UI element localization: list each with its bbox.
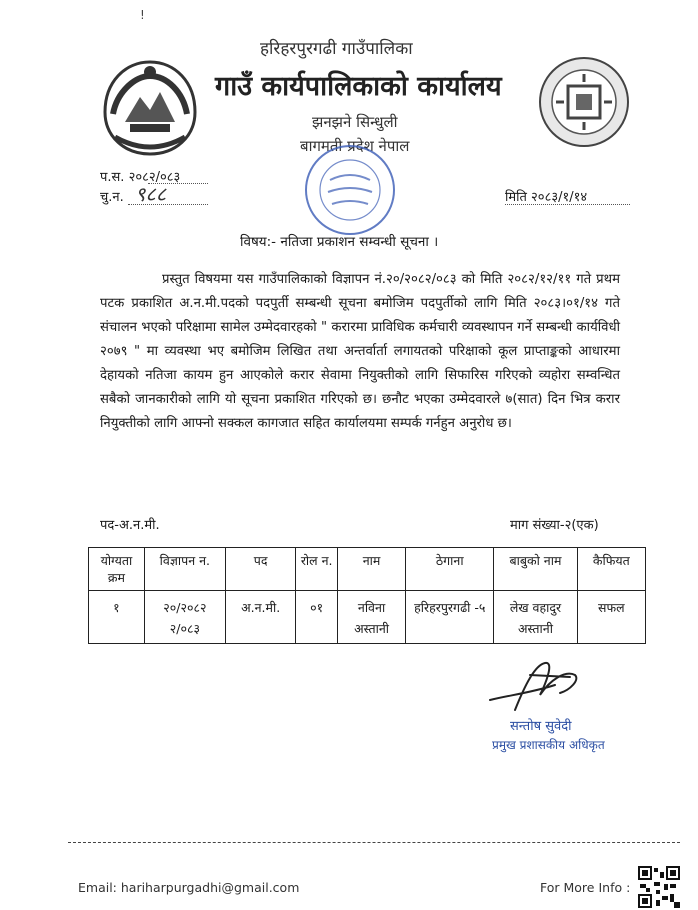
post-label: पद-अ.न.मी.: [100, 518, 160, 533]
demand-count: माग संख्या-२(एक): [510, 518, 599, 533]
office-place: झनझने सिन्धुली: [312, 113, 398, 131]
table-cell: अ.न.मी.: [225, 591, 295, 644]
col-header: पद: [225, 548, 295, 591]
document-date: मिति २०८३/१/१४: [505, 190, 588, 205]
round-office-stamp-icon: [300, 140, 400, 240]
fiscal-year: प.स. २०८२/०८३: [100, 170, 181, 185]
table-cell: सफल: [577, 591, 645, 644]
signer-name: सन्तोष सुवेदी: [510, 719, 572, 734]
office-name: हरिहरपुरगढी गाउँपालिका: [260, 39, 413, 59]
footer-email: Email: hariharpurgadhi@gmail.com: [78, 880, 300, 895]
table-cell: ०१: [296, 591, 338, 644]
footer-divider: [68, 842, 680, 843]
col-header: कैफियत: [577, 548, 645, 591]
municipality-seal-icon: [538, 56, 630, 148]
body-text: प्रस्तुत विषयमा यस गाउँपालिकाको विज्ञापन नं.२०/२०८२/०८३ को मिति २०८२/१२/११ गते प्रथम पटक प्रकाशित अ.न.मी.पदको पदपुर्ती सम्बन्धी सूचना बमोजिम पदपुर्तीको लागि मिति २०८३।०१/१४ गते संचालन भएको परिक्षामा सामेल उम्मेदवारहको " करारमा प्राविधिक कर्मचारी व्यवस्थापन गर्ने सम्बन्धी कार्यविधी २०७९ " मा व्यवस्था भए बमोजिम लिखित तथा अन्तर्वार्ता लगायतको परिक्षाको कूल प्राप्ताङ्कको आधारमा देहायको नतिजा कायम हुन आएकोले करार सेवामा नियुक्तीको लागि सिफारिस गरिएको व्यहोरा सम्वन्धित सबैको जानकारीको लागि यो सूचना प्रकाशित गरिएको छ। छनौट भएका उम्मेदवारले ७(सात) दिन भित्र करार नियुक्तीको लागि आफ्नो सक्कल कागजात सहित कार्यालयमा सम्पर्क गर्नहुन अनुरोध छ।: [100, 272, 620, 431]
col-header: ठेगाना: [406, 548, 494, 591]
col-header: विज्ञापन न.: [144, 548, 225, 591]
dispatch-label: चु.न.: [100, 190, 124, 205]
nepal-emblem-icon: [95, 52, 205, 162]
body-paragraph: [100, 268, 620, 436]
dispatch-number: ९८८: [135, 182, 167, 206]
table-cell: लेख वहादुर अस्तानी: [494, 591, 577, 644]
office-title: गाउँ कार्यपालिकाको कार्यालय: [215, 71, 502, 102]
table-cell: १: [89, 591, 145, 644]
qr-code-icon[interactable]: [638, 866, 680, 908]
col-header: योग्यता क्रम: [89, 548, 145, 591]
col-header: नाम: [338, 548, 406, 591]
table-cell: हरिहरपुरगढी -५: [406, 591, 494, 644]
subject-line: विषय:- नतिजा प्रकाशन सम्वन्धी सूचना ।: [240, 234, 439, 250]
table-header-row: [89, 548, 646, 591]
result-table: [88, 547, 646, 644]
signature-icon: [485, 655, 585, 715]
col-header: रोल न.: [296, 548, 338, 591]
col-header: बाबुको नाम: [494, 548, 577, 591]
signer-title: प्रमुख प्रशासकीय अधिकृत: [492, 738, 605, 752]
corner-mark: !: [140, 8, 145, 22]
table-cell: नविना अस्तानी: [338, 591, 406, 644]
footer-more-info: For More Info :: [540, 880, 631, 895]
table-cell: २०/२०८२ २/०८३: [144, 591, 225, 644]
table-row: [89, 591, 646, 644]
office-province: बागमती प्रदेश नेपाल: [300, 137, 410, 155]
